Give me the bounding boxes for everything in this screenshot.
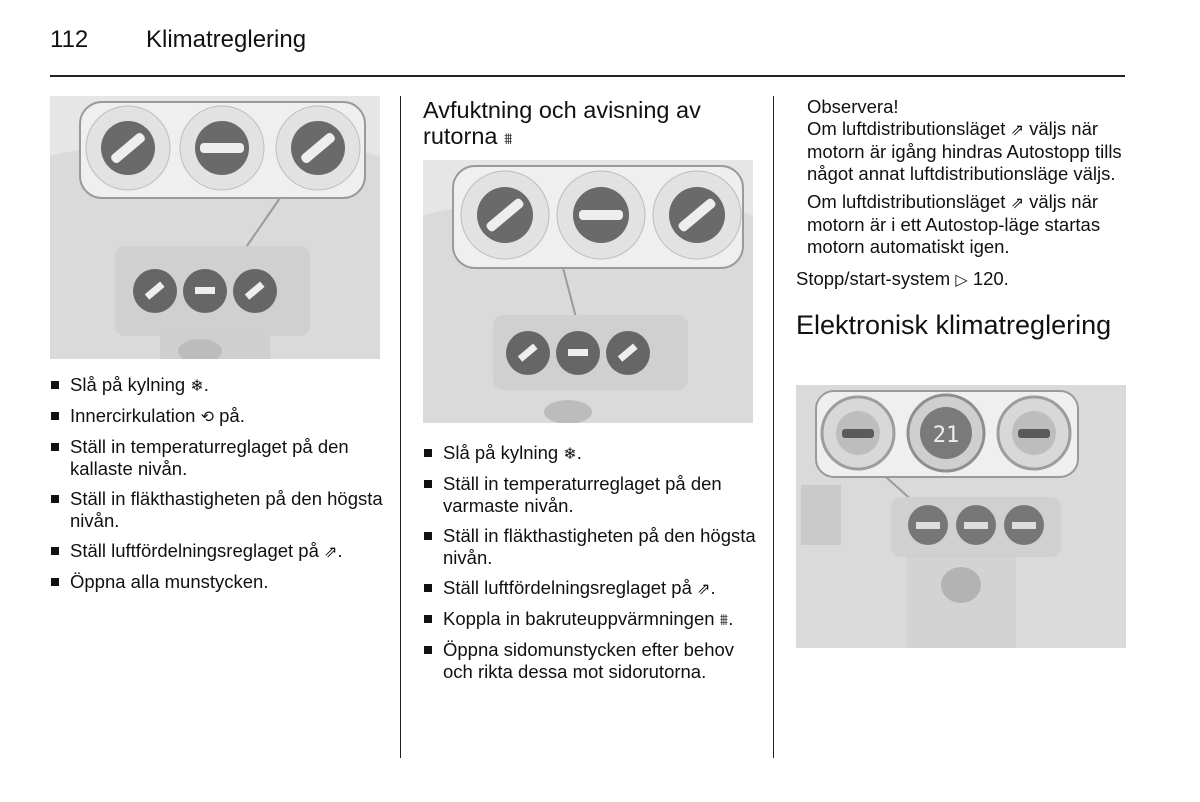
note-paragraph-1 bbox=[807, 118, 1126, 185]
windscreen-air-icon: ⇗ bbox=[697, 579, 711, 598]
recirculation-icon: ⟲ bbox=[200, 407, 214, 426]
column-divider-2 bbox=[773, 96, 774, 758]
list-item bbox=[423, 608, 758, 631]
list-item-text: Ställ in temperaturreglaget på den kallaste nivån. bbox=[70, 436, 349, 479]
list-item-text: Slå på kylning bbox=[443, 442, 559, 463]
note-text: Om luftdistributionsläget bbox=[807, 118, 1006, 139]
cross-reference[interactable] bbox=[796, 268, 1126, 291]
rear-defrost-icon: ⩩ bbox=[719, 610, 729, 629]
list-item-end: på. bbox=[214, 405, 245, 426]
list-item-text: Ställ luftfördelningsreglaget på bbox=[70, 540, 319, 561]
list-item-end: . bbox=[203, 374, 209, 395]
note-text: väljs när motorn är i ett Autostop-läge startas motorn automatiskt igen. bbox=[807, 191, 1101, 257]
bullet-square bbox=[51, 495, 59, 503]
bullet-square bbox=[424, 532, 432, 540]
bullet-square bbox=[51, 381, 59, 389]
list-item bbox=[423, 577, 758, 600]
list-item-text: Ställ in fläkthastigheten på den högsta nivån. bbox=[70, 488, 383, 531]
column-divider-1 bbox=[400, 96, 401, 758]
section-heading: Elektronisk klimatreglering bbox=[796, 310, 1112, 340]
page-reference-icon: ▷ bbox=[955, 270, 968, 289]
list-item bbox=[50, 540, 385, 563]
bullet-square bbox=[51, 443, 59, 451]
col1-bullet-list bbox=[50, 374, 385, 593]
page-header bbox=[50, 26, 306, 54]
note-paragraph-2 bbox=[807, 191, 1126, 258]
snowflake-icon: ❄ bbox=[563, 444, 577, 463]
air-distribution-icon: ⇗ bbox=[324, 542, 338, 561]
defrost-icon: ⩩ bbox=[504, 129, 513, 148]
list-item-end: . bbox=[728, 608, 734, 629]
list-item-text: Ställ in temperaturreglaget på den varmaste nivån. bbox=[443, 473, 722, 516]
section-heading bbox=[423, 97, 753, 152]
bullet-square bbox=[424, 449, 432, 457]
list-item bbox=[423, 639, 758, 683]
section-heading-text: Avfuktning och avisning av rutorna bbox=[423, 97, 701, 149]
windscreen-air-icon: ⇗ bbox=[1010, 193, 1024, 212]
list-item bbox=[423, 473, 758, 517]
xref-page: 120. bbox=[972, 268, 1009, 289]
xref-text: Stopp/start-system bbox=[796, 268, 951, 289]
list-item bbox=[50, 488, 385, 532]
windscreen-air-icon: ⇗ bbox=[1010, 120, 1024, 139]
climate-control-illustration-2 bbox=[423, 160, 753, 423]
column-1-text bbox=[50, 374, 385, 601]
list-item bbox=[423, 525, 758, 569]
bullet-square bbox=[51, 412, 59, 420]
bullet-square bbox=[424, 646, 432, 654]
list-item-text: Öppna alla munstycken. bbox=[70, 571, 269, 592]
list-item-text: Koppla in bakruteuppvärmningen bbox=[443, 608, 715, 629]
list-item-text: Öppna sidomunstycken efter behov och rikta dessa mot sidorutorna. bbox=[443, 639, 735, 682]
list-item-end: . bbox=[576, 442, 582, 463]
bullet-square bbox=[51, 578, 59, 586]
col2-bullet-list bbox=[423, 442, 758, 683]
page-number: 112 bbox=[50, 26, 89, 53]
column-2-heading bbox=[423, 97, 753, 152]
note-title: Observera! bbox=[807, 96, 899, 117]
temperature-display: 21 bbox=[932, 423, 960, 448]
list-item bbox=[50, 436, 385, 480]
list-item bbox=[50, 405, 385, 428]
electronic-climate-illustration bbox=[796, 385, 1126, 648]
column-3-text bbox=[796, 96, 1126, 341]
bullet-square bbox=[424, 584, 432, 592]
bullet-square bbox=[424, 480, 432, 488]
column-2-text bbox=[423, 442, 758, 691]
list-item-end: . bbox=[710, 577, 716, 598]
bullet-square bbox=[424, 615, 432, 623]
list-item-end: . bbox=[337, 540, 343, 561]
header-rule bbox=[50, 75, 1125, 77]
list-item bbox=[50, 374, 385, 397]
note-text: Om luftdistributionsläget bbox=[807, 191, 1006, 212]
list-item bbox=[423, 442, 758, 465]
snowflake-icon: ❄ bbox=[190, 376, 204, 395]
list-item bbox=[50, 571, 385, 593]
bullet-square bbox=[51, 547, 59, 555]
list-item-text: Slå på kylning bbox=[70, 374, 186, 395]
note-text: väljs när motorn är igång hindras Autostopp tills något annat luftdistributionsläge väljs. bbox=[807, 118, 1122, 184]
list-item-text: Innercirkulation bbox=[70, 405, 196, 426]
climate-control-illustration-1 bbox=[50, 96, 380, 359]
note-block bbox=[796, 96, 1126, 258]
page-title: Klimatreglering bbox=[146, 26, 307, 53]
list-item-text: Ställ in fläkthastigheten på den högsta nivån. bbox=[443, 525, 756, 568]
list-item-text: Ställ luftfördelningsreglaget på bbox=[443, 577, 692, 598]
